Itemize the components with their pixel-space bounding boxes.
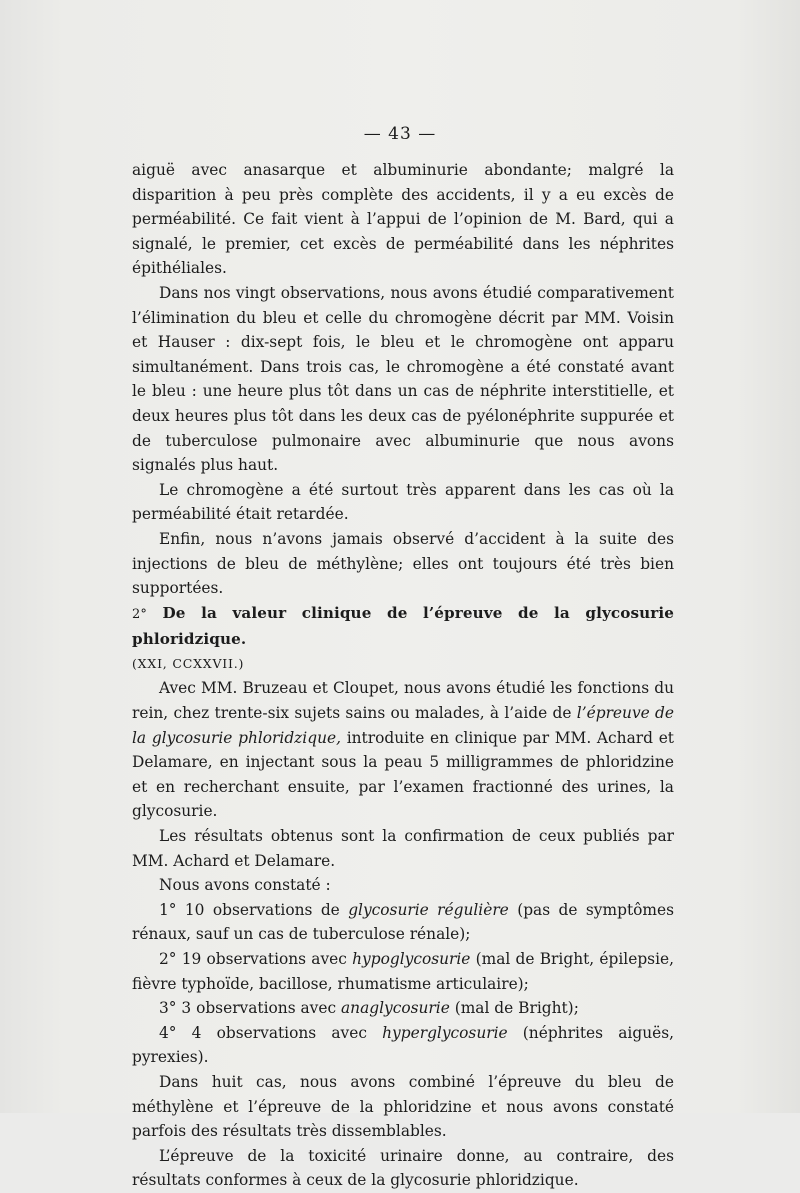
text-run: (néphrites aiguës, pyrexies). <box>132 1023 675 1067</box>
text-run: 2° 19 observations avec <box>159 950 353 968</box>
section-heading <box>132 601 674 652</box>
section-number: 2° <box>132 606 147 622</box>
paragraph-chromogene-apparent: Le chromogène a été surtout très apparent dans les cas où la perméabilité était retardée. <box>132 480 674 524</box>
text-run: (pas de symptômes rénaux, sauf un cas de tuberculose rénale); <box>132 900 674 944</box>
paragraph-combined-tests: Dans huit cas, nous avons combiné l’épreuve du bleu de méthylène et l’épreuve de la phloridzine et nous avons constaté parfois des résultats très dissemblables. <box>132 1072 674 1141</box>
text-run: 4° 4 observations avec <box>159 1023 383 1042</box>
list-item-ana <box>132 996 674 1021</box>
text-run: 1° 10 observations de <box>159 900 349 919</box>
paragraph-continued: aiguë avec anasarque et albuminurie abondante; malgré la disparition à peu près complète des accidents, il y a eu excès de perméabilité. Ce fait vient à l’appui de l’opinion de M. Bard, qui a signalé, le premier, cet excès de perméabilité dans les néphrites épithéliales. <box>132 161 674 278</box>
paragraph-findings-intro: Nous avons constaté : <box>159 876 331 895</box>
page-number: — 43 — <box>363 124 437 144</box>
text-run: (mal de Bright, épilepsie, fièvre typhoïde, bacillose, rhumatisme articulaire); <box>132 950 674 993</box>
text-run: 3° 3 observations avec <box>159 999 341 1018</box>
section-references: (XXI, CCXXVII.) <box>132 655 245 671</box>
list-item-hypo <box>132 947 674 996</box>
emphasis-text: hyperglycosurie <box>382 1023 508 1042</box>
text-run: (mal de Bright); <box>449 999 579 1018</box>
emphasis-text: l’épreuve de la glycosurie phloridzique, <box>132 704 675 747</box>
text-run: Avec MM. Bruzeau et Cloupet, nous avons étudié les fonctions du rein, chez trente-six sujets sains ou malades, à l’aide de <box>132 679 674 723</box>
paragraph-phloridzine-method <box>132 676 674 824</box>
paragraph-toxicity: L’épreuve de la toxicité urinaire donne, au contraire, des résultats conformes à ceux de la glycosurie phloridzique. <box>132 1146 674 1190</box>
paragraph-no-accident: Enfin, nous n’avons jamais observé d’accident à la suite des injections de bleu de méthylène; elles ont toujours été très bien supportées. <box>132 529 674 598</box>
section-title: De la valeur clinique de l’épreuve de la glycosurie phloridzique. <box>132 603 674 649</box>
emphasis-text: anaglycosurie <box>340 999 450 1018</box>
list-item-regular <box>132 898 674 947</box>
page-body <box>132 158 674 1193</box>
paragraph-results-confirmation: Les résultats obtenus sont la confirmation de ceux publiés par MM. Achard et Delamare. <box>132 827 674 870</box>
list-item-hyper <box>132 1021 674 1070</box>
emphasis-text: glycosurie régulière <box>348 900 509 919</box>
paragraph-chromogene-comparison: Dans nos vingt observations, nous avons étudié comparativement l’élimination du bleu et celle du chromogène décrit par MM. Voisin et Hauser : dix-sept fois, le bleu et le chromogène ont apparu simultanément. Dans trois cas, le chromogène a été constaté avant le bleu : une heure plus tôt dans un cas de néphrite interstitielle, et deux heures plus tôt dans les deux cas de pyélonéphrite suppurée et de tuberculose pulmonaire avec albuminurie que nous avons signalés plus haut. <box>132 283 674 475</box>
emphasis-text: hypoglycosurie <box>352 950 471 968</box>
text-run: introduite en clinique par MM. Achard et Delamare, en injectant sous la peau 5 milligrammes de phloridzine et en recherchant ensuite, par l’examen fractionné des urines, la glycosurie. <box>132 728 674 821</box>
